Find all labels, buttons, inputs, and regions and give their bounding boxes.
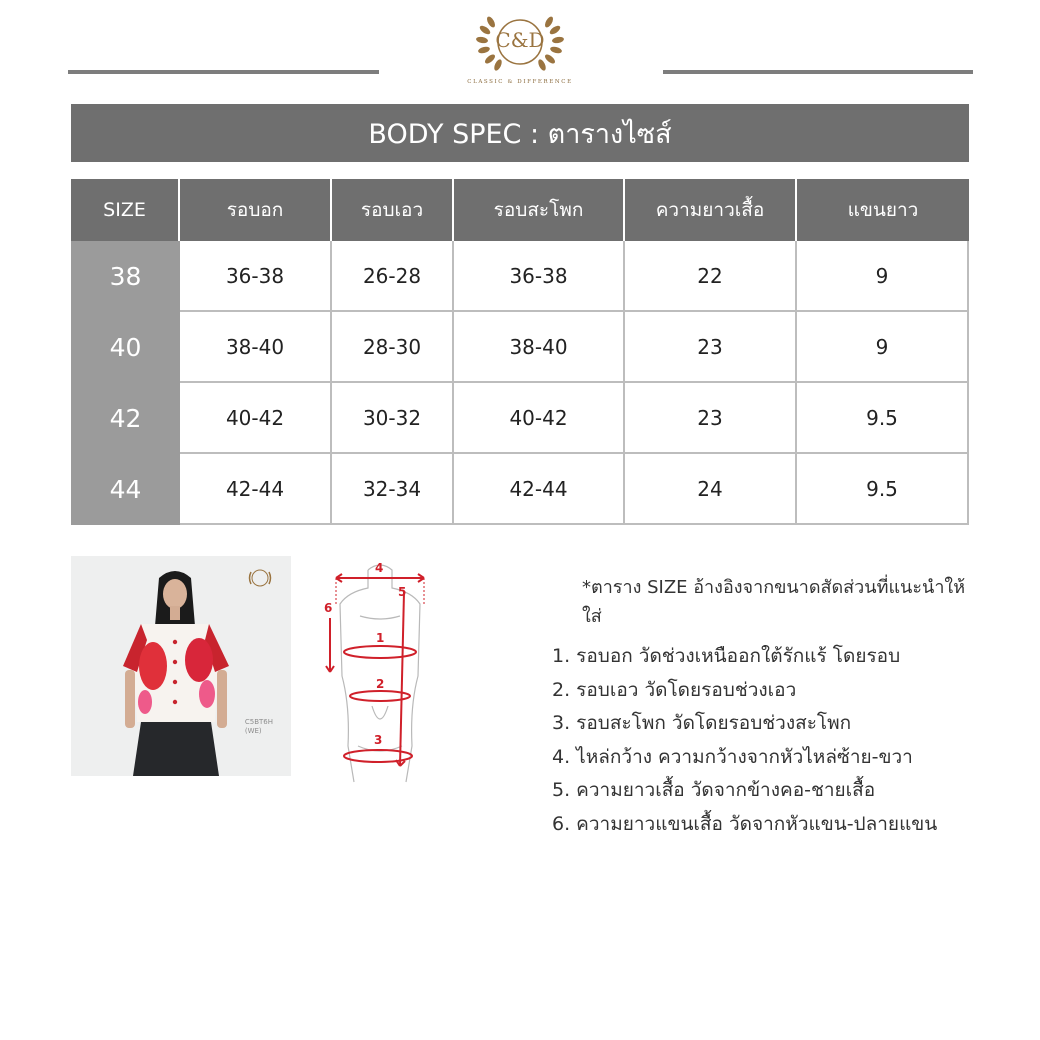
shirt-length-cell: 22 (625, 241, 797, 312)
waist-cell: 30-32 (332, 383, 454, 454)
size-cell: 42 (71, 383, 180, 454)
photo-logo-icon (247, 566, 273, 590)
header-size: SIZE (71, 179, 180, 241)
note-item: 3. รอบสะโพก วัดโดยรอบช่วงสะโพก (552, 712, 852, 734)
diagram-label-1: 1 (376, 631, 385, 645)
brand-logo (465, 4, 575, 90)
chest-cell: 42-44 (180, 454, 332, 525)
note-item: 4. ไหล่กว้าง ความกว้างจากหัวไหล่ซ้าย-ขวา (552, 745, 913, 768)
header-rule-right (663, 70, 973, 74)
hip-cell: 38-40 (454, 312, 625, 383)
chest-cell: 38-40 (180, 312, 332, 383)
note-item: 6. ความยาวแขนเสื้อ วัดจากหัวแขน-ปลายแขน (552, 812, 938, 835)
size-cell: 38 (71, 241, 180, 312)
table-row (71, 383, 969, 454)
product-photo (71, 556, 291, 776)
diagram-label-6: 6 (324, 601, 333, 615)
product-code-line-2: (WE) (244, 727, 262, 735)
note-item: 5. ความยาวเสื้อ วัดจากข้างคอ-ชายเสื้อ (552, 779, 876, 801)
notes-heading: *ตาราง SIZE อ้างอิงจากขนาดสัดส่วนที่แนะนำให้ใส่ (582, 577, 966, 627)
product-code-line-1: C5BT6H (244, 718, 273, 726)
table-row (71, 241, 969, 312)
note-item: 2. รอบเอว วัดโดยรอบช่วงเอว (552, 678, 797, 701)
waist-cell: 28-30 (332, 312, 454, 383)
hip-cell: 42-44 (454, 454, 625, 525)
sleeve-length-cell: 9 (797, 241, 969, 312)
measurement-diagram (320, 556, 440, 786)
chest-cell: 40-42 (180, 383, 332, 454)
waist-cell: 32-34 (332, 454, 454, 525)
shirt-length-cell: 23 (625, 383, 797, 454)
body-measure-icon (320, 556, 440, 786)
header-hip: รอบสะโพก (454, 179, 625, 241)
page-title: BODY SPEC : ตารางไซส์ (71, 104, 969, 162)
waist-cell: 26-28 (332, 241, 454, 312)
diagram-label-4: 4 (375, 561, 384, 575)
sleeve-length-cell: 9 (797, 312, 969, 383)
diagram-label-5: 5 (398, 585, 407, 599)
brand-monogram: C&D (495, 28, 545, 52)
header-shirt-length: ความยาวเสื้อ (625, 179, 797, 241)
measurement-notes (552, 572, 982, 841)
shirt-length-cell: 23 (625, 312, 797, 383)
header-sleeve-length: แขนยาว (847, 199, 919, 221)
table-row (71, 454, 969, 525)
sleeve-length-cell: 9.5 (797, 454, 969, 525)
brand-tagline: CLASSIC & DIFFERENCE (467, 79, 573, 85)
table-header-row (71, 179, 969, 241)
hip-cell: 36-38 (454, 241, 625, 312)
table-row (71, 312, 969, 383)
header-chest: รอบอก (180, 179, 332, 241)
product-code (245, 718, 273, 736)
size-cell: 40 (71, 312, 180, 383)
size-table (71, 179, 969, 525)
size-cell: 44 (71, 454, 180, 525)
diagram-label-2: 2 (376, 677, 385, 691)
header-rule-left (68, 70, 379, 74)
sleeve-length-cell: 9.5 (797, 383, 969, 454)
diagram-label-3: 3 (374, 733, 383, 747)
header-waist: รอบเอว (332, 179, 454, 241)
chest-cell: 36-38 (180, 241, 332, 312)
hip-cell: 40-42 (454, 383, 625, 454)
note-item: 1. รอบอก วัดช่วงเหนืออกใต้รักแร้ โดยรอบ (552, 645, 901, 667)
shirt-length-cell: 24 (625, 454, 797, 525)
